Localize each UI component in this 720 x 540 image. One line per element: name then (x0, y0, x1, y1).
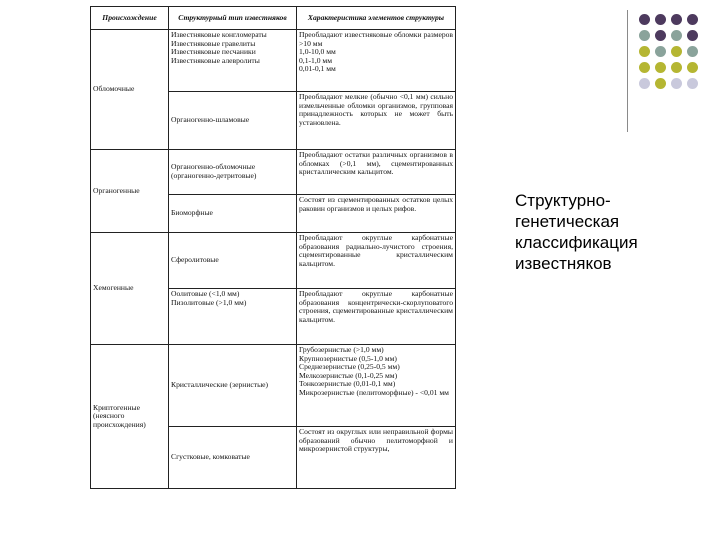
header-origin: Происхождение (91, 7, 169, 30)
structure-type-cell: Органогенно-шламовые (169, 92, 297, 150)
decorative-dot (639, 62, 650, 73)
table-row (91, 150, 456, 195)
structure-type-cell: Известняковые конгломераты Известняковые гравелиты Известняковые песчаники Известняковые алевролиты (169, 30, 297, 92)
decorative-dot (639, 14, 650, 25)
decorative-dot (655, 78, 666, 89)
decorative-dot (639, 46, 650, 57)
decorative-divider (627, 10, 628, 132)
characteristics-cell: Преобладают мелкие (обычно <0,1 мм) сильно измельченные обломки организмов, групповая принадлежность которых не может быть установлена. (297, 92, 456, 150)
slide-title-line: генетическая (515, 212, 620, 231)
decorative-dot (671, 62, 682, 73)
characteristics-cell: Преобладают округлые карбонатные образования радиально-лучистого строения, сцементированные кристаллическим кальцитом. (297, 233, 456, 289)
structure-type-cell: Сферолитовые (169, 233, 297, 289)
characteristics-cell: Преобладают известняковые обломки размеров >10 мм 1,0-10,0 мм 0,1-1,0 мм 0,01-0,1 мм (297, 30, 456, 92)
table-row (91, 30, 456, 92)
characteristics-cell: Грубозернистые (>1,0 мм) Крупнозернистые (0,5-1,0 мм) Среднезернистые (0,25-0,5 мм) Мелкозернистые (0,1-0,25 мм) Тонкозернистые (0,01-0,1 мм) Микрозернистые (пелитоморфные) - <0,01 мм (297, 345, 456, 427)
decorative-dot (671, 78, 682, 89)
origin-cell: Органогенные (91, 150, 169, 233)
decorative-dot (671, 14, 682, 25)
origin-cell: Хемогенные (91, 233, 169, 345)
slide-title-line: Структурно- (515, 191, 611, 210)
decorative-dot (687, 46, 698, 57)
decorative-dot (639, 30, 650, 41)
decorative-dot (655, 30, 666, 41)
origin-cell: Обломочные (91, 30, 169, 150)
decorative-dot (687, 62, 698, 73)
origin-cell: Криптогенные (неясного происхождения) (91, 345, 169, 489)
characteristics-cell: Состоят из округлых или неправильной формы образований обычно пелитоморфной и микрозернистой структуры, (297, 427, 456, 489)
decorative-dot (671, 30, 682, 41)
slide-title-line: известняков (515, 254, 612, 273)
slide-title-line: классификация (515, 233, 638, 252)
decorative-dot (639, 78, 650, 89)
structure-type-cell: Органогенно-обломочные (органогенно-детритовые) (169, 150, 297, 195)
table-row (91, 345, 456, 427)
decorative-dot (655, 62, 666, 73)
decorative-dot (687, 14, 698, 25)
characteristics-cell: Преобладают округлые карбонатные образования концентрически-скорлуповатого строения, сцементированные кристаллическим кальцитом. (297, 289, 456, 345)
decorative-dot (687, 78, 698, 89)
structure-type-cell: Сгустковые, комковатые (169, 427, 297, 489)
classification-table-wrap (90, 6, 455, 514)
characteristics-cell: Преобладают остатки различных организмов в обломках (>0,1 мм), сцементированных кристаллическим кальцитом. (297, 150, 456, 195)
classification-table (90, 6, 456, 489)
decorative-dot (671, 46, 682, 57)
decorative-dot (687, 30, 698, 41)
structure-type-cell: Биоморфные (169, 195, 297, 233)
decorative-dot (655, 46, 666, 57)
characteristics-cell: Состоят из сцементированных остатков целых раковин организмов и целых рифов. (297, 195, 456, 233)
table-row (91, 233, 456, 289)
slide-title (515, 190, 715, 274)
structure-type-cell: Оолитовые (<1,0 мм) Пизолитовые (>1,0 мм) (169, 289, 297, 345)
header-structure-type: Структурный тип известняков (169, 7, 297, 30)
table-header-row (91, 7, 456, 30)
decorative-dot (655, 14, 666, 25)
structure-type-cell: Кристаллические (зернистые) (169, 345, 297, 427)
header-characteristics: Характеристика элементов структуры (297, 7, 456, 30)
